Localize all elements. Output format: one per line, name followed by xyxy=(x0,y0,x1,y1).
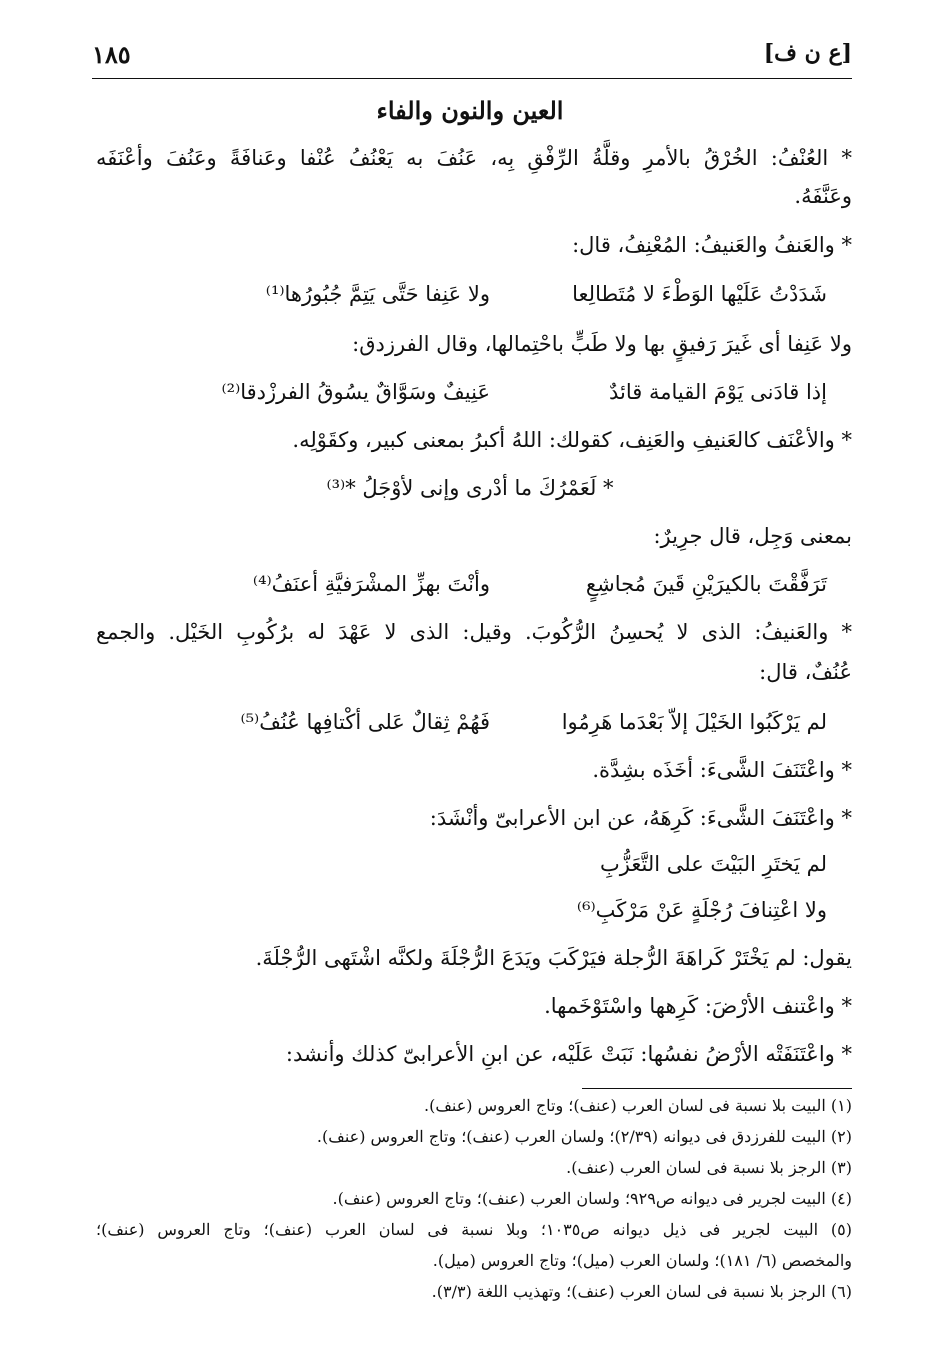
entry-line: * واعْتَنَفَتْه الأرْضُ نفسُها: نَبَتْ عَلَيْه، عن ابنِ الأعرابىّ كذلك وأنشد: xyxy=(285,1042,852,1066)
entry-line: * واعْتَنَفَ الشَّىءَ: أخَذَه بشِدَّة. xyxy=(592,758,852,782)
entry-line: * والعَنفُ والعَنيفُ: المُعْنِفُ، قال: xyxy=(572,233,852,257)
page-number: ١٨٥ xyxy=(92,40,131,69)
footnote: (٢) البيت للفرزدق فى ديوانه (٢/٣٩)؛ ولسان العرب (عنف)؛ وتاج العروس (عنف). xyxy=(316,1127,852,1146)
entry-line: يقول: لم يَخْتَرْ كَراهَةَ الرُّجلة فيَرْكَبَ ويَدَعَ الرُّجْلَةَ ولكنَّه اشْتَهى الرُّجْلَةَ. xyxy=(255,946,852,970)
entry-line: ولا عَنِفا أى غَيرَ رَفيقٍ بها ولا طَبٍّ باحْتِمالها، وقال الفرزدق: xyxy=(352,332,852,356)
entry-line: * العُنْفُ: الخُرْقُ بالأمرِ وقلَّةُ الرِّفْقِ بِه، عَنُفَ به يَعْنُفُ عُنْفا وعَنافَةً وعَنُفَ وأعْنَفَه xyxy=(96,146,852,170)
verse-hemistich: شَدَدْتُ عَلَيْها الوَطْءَ لا مُتَطالِعا xyxy=(572,282,827,306)
entry-line: * والعَنيفُ: الذى لا يُحسِنُ الرُّكُوبَ. وقيل: الذى لا عَهْدَ له برُكُوبِ الخَيْل. والجمع xyxy=(96,620,852,644)
verse-rajaz: لم يَختَرِ البَيْتَ على التَّعَزُّبِ xyxy=(600,852,827,876)
page-header xyxy=(92,38,852,79)
root-letters: [ع ن ف] xyxy=(763,40,852,66)
footnote: (٣) الرجز بلا نسبة فى لسان العرب (عنف). xyxy=(566,1158,852,1177)
section-title: العين والنون والفاء xyxy=(376,96,564,125)
footnote: والمخصص (٦/ ١٨١)؛ ولسان العرب (ميل)؛ وتاج العروس (ميل). xyxy=(432,1251,852,1270)
verse-hemistich: إذا قادَنى يَوْمَ القيامة قائدٌ xyxy=(609,380,827,404)
entry-line: بمعنى وَجِل، قال جرِيرٌ: xyxy=(653,524,852,548)
verse-hemistich: لم يَرْكَبُوا الخَيْلَ إلاّ بَعْدَما هَرِمُوا xyxy=(561,710,827,734)
verse-hemistich: وأنْتَ بهزِّ المشْرَفيَّةِ أعنَفُ⁽⁴⁾ xyxy=(252,572,490,596)
entry-line: عُنُفٌ، قال: xyxy=(759,660,852,684)
entry-line: * والأعْنَف كالعَنيفِ والعَنِف، كقولك: اللهُ أكبرُ بمعنى كبير، وكقَوْلِه. xyxy=(292,428,852,452)
verse-rajaz: * لَعَمْرُكَ ما أدْرى وإنى لأوْجَلُ *⁽³⁾ xyxy=(326,476,614,500)
entry-line: وعَنَّفَهُ. xyxy=(794,184,852,208)
verse-hemistich: تَرَفَّقْتَ بالكيرَيْنِ قَينَ مُجاشِعٍ xyxy=(585,572,827,596)
footnote: (٤) البيت لجرير فى ديوانه ص٩٢٩؛ ولسان العرب (عنف)؛ وتاج العروس (عنف). xyxy=(332,1189,852,1208)
verse-hemistich: فَهُمْ ثِقالٌ عَلى أكْتافِها عُنُفُ⁽⁵⁾ xyxy=(240,710,490,734)
footnote: (١) البيت بلا نسبة فى لسان العرب (عنف)؛ وتاج العروس (عنف). xyxy=(424,1096,852,1115)
footnote-divider xyxy=(582,1088,852,1089)
footnote: (٥) البيت لجرير فى ذيل ديوانه ص١٠٣٥؛ وبلا نسبة فى لسان العرب (عنف)؛ وتاج العروس (عنف)؛ xyxy=(96,1220,852,1239)
verse-hemistich: عَنِيفٌ وسَوَّاقٌ يسُوقُ الفرزْدقا⁽²⁾ xyxy=(221,380,490,404)
entry-line: * واعْتَنَفَ الشَّىءَ: كَرِهَهُ، عن ابن الأعرابىّ وأنْشَدَ: xyxy=(429,806,852,830)
verse-hemistich: ولا عَنِفا حَتَّى يَتِمَّ جُبُورُها⁽¹⁾ xyxy=(265,282,490,306)
footnote: (٦) الرجز بلا نسبة فى لسان العرب (عنف)؛ وتهذيب اللغة (٣/٣). xyxy=(431,1282,852,1301)
entry-line: * واعْتنف الأرْضَ: كَرِهها واسْتَوْخَمها. xyxy=(544,994,852,1018)
verse-rajaz: ولا اعْتِنافَ رُجْلَةٍ عَنْ مَرْكَبِ⁽⁶⁾ xyxy=(576,898,827,922)
